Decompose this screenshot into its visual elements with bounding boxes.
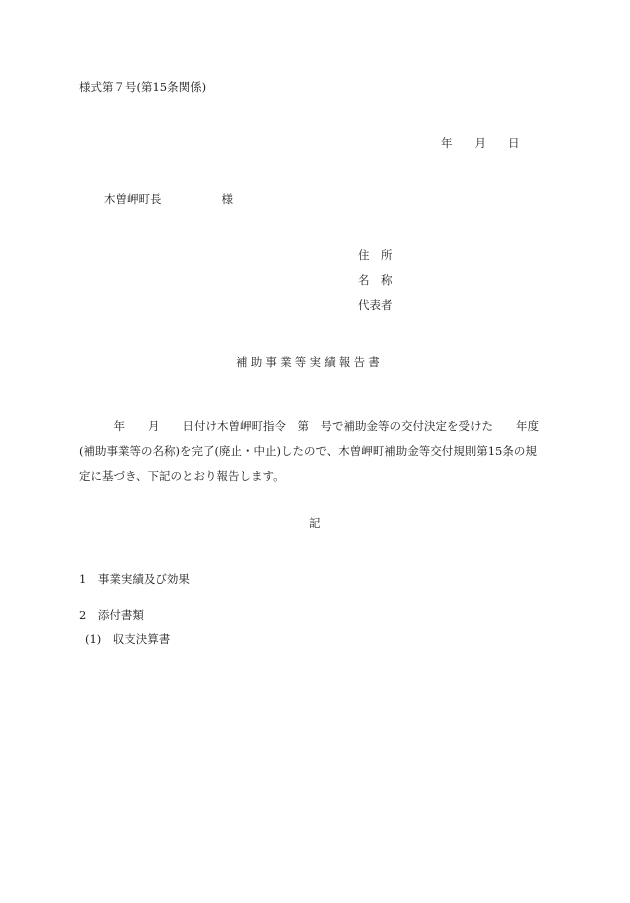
date-line	[441, 138, 520, 150]
applicant-representative-label: 代表者	[358, 298, 393, 312]
month-label: 月	[474, 136, 486, 150]
body-line-1: 年 月 日付け木曽岬町指令 第 号で補助金等の交付決定を受けた 年度	[79, 419, 539, 433]
applicant-address-label: 住 所	[358, 248, 393, 262]
body-text	[79, 414, 549, 489]
document-title: 補助事業等実績報告書	[236, 355, 383, 369]
ki-heading: 記	[309, 516, 321, 530]
body-line-3: 定に基づき、下記のとおり報告します。	[79, 469, 285, 483]
item-1: 1 事業実績及び効果	[79, 572, 190, 586]
applicant-name-label: 名 称	[358, 273, 393, 287]
item-2: 2 添付書類	[79, 608, 144, 622]
addressee-name: 木曽岬町長	[104, 192, 162, 206]
body-line-2: (補助事業等の名称)を完了(廃止・中止)したので、木曽岬町補助金等交付規則第15条の規	[79, 444, 537, 458]
year-label: 年	[441, 136, 453, 150]
subitem-1: (1) 収支決算書	[85, 632, 171, 646]
addressee	[104, 194, 233, 206]
day-label: 日	[508, 136, 520, 150]
addressee-honorific: 様	[221, 192, 233, 206]
form-number: 様式第７号(第15条関係)	[79, 80, 207, 94]
